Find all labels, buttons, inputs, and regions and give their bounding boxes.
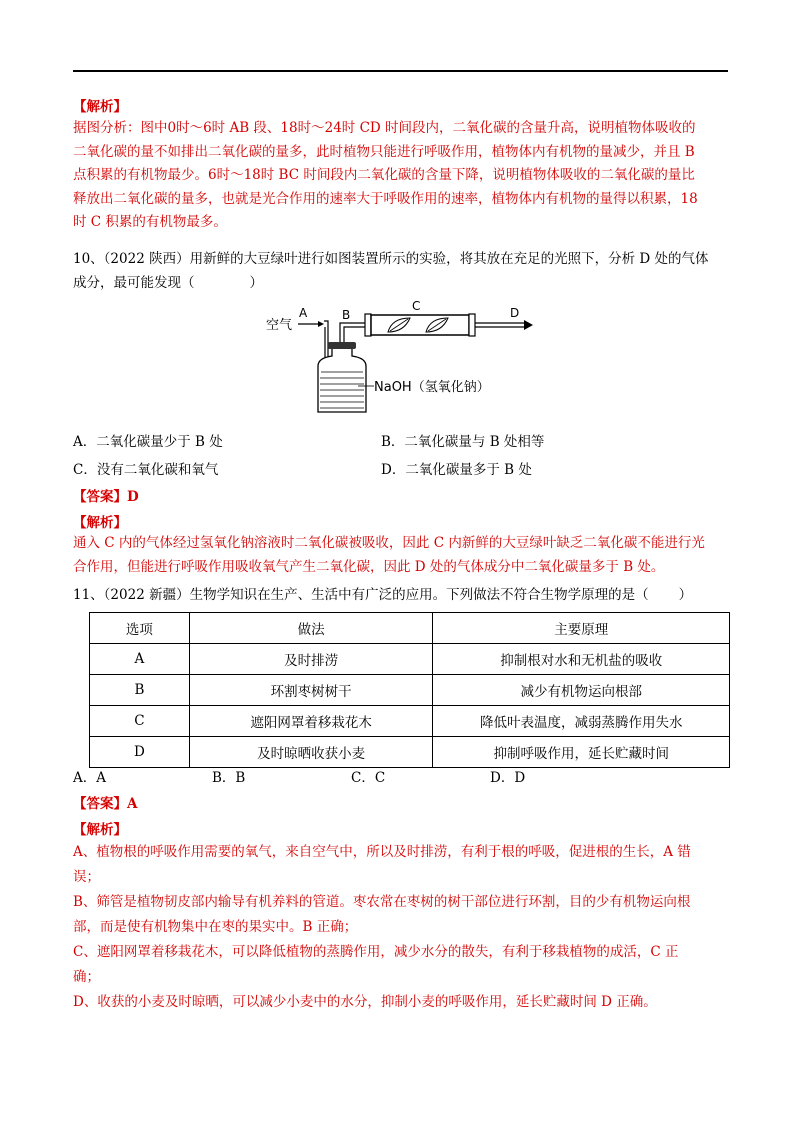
q10-option-a: A．二氧化碳量少于 B 处 xyxy=(73,434,223,450)
table-header-cell: 选项 xyxy=(90,613,190,644)
q11-option-b: B．B xyxy=(212,770,246,786)
q11-analysis-line: C、遮阳网罩着移栽花木，可以降低植物的蒸腾作用，减少水分的散失，有利于移栽植物的成活，C 正 xyxy=(73,944,679,960)
table-cell: 及时晾晒收获小麦 xyxy=(189,737,433,768)
glass-tube-c xyxy=(371,315,469,335)
point-a-label: A xyxy=(299,306,308,320)
point-d-label: D xyxy=(510,306,520,320)
table-cell: C xyxy=(90,706,190,737)
inlet-arrow-head xyxy=(318,321,324,327)
right-stopper xyxy=(469,314,475,336)
table-row xyxy=(90,675,730,706)
point-b-label: B xyxy=(342,308,351,322)
table-row xyxy=(90,706,730,737)
q10-analysis-line: 通入 C 内的气体经过氢氧化钠溶液时二氧化碳被吸收，因此 C 内新鲜的大豆绿叶缺乏二氧化碳不能进行光 xyxy=(73,535,705,551)
analysis-1-line: 点积累的有机物最少。6时～18时 BC 时间段内二氧化碳的含量下降，说明植物体吸收的二氧化碳的量比 xyxy=(73,167,695,183)
outlet-arrow-head xyxy=(524,320,533,330)
bottle-stopper xyxy=(328,342,356,349)
point-c-label: C xyxy=(412,299,421,313)
q11-option-c: C．C xyxy=(351,770,386,786)
outlet-tube-inner xyxy=(344,327,366,342)
analysis-1-line: 释放出二氧化碳的量多，也就是光合作用的速率大于呼吸作用的速率，植物体内有机物的量得以积累，18 xyxy=(73,190,698,207)
table-cell: 及时排涝 xyxy=(189,644,433,675)
analysis-1-line: 据图分析：图中0时～6时 AB 段、18时～24时 CD 时间段内，二氧化碳的含量升高，说明植物体吸收的 xyxy=(73,120,696,136)
table-cell: 环割枣树树干 xyxy=(189,675,433,706)
analysis-1 xyxy=(73,117,733,235)
table-header-row xyxy=(90,613,730,644)
analysis-tag-1: 【解析】 xyxy=(73,99,127,115)
question-10-line1: 10、（2022 陕西）用新鲜的大豆绿叶进行如图装置所示的实验，将其放在充足的光照下，分析 D 处的气体 xyxy=(73,251,709,267)
q11-option-d: D．D xyxy=(490,770,526,786)
q11-analysis xyxy=(73,840,733,1015)
q11-analysis-tag: 【解析】 xyxy=(73,822,127,838)
question-11-stem: 11、（2022 新疆）生物学知识在生产、生活中有广泛的应用。下列做法不符合生物学原理的是（ ） xyxy=(73,587,693,603)
analysis-1-line: 时 C 积累的有机物最多。 xyxy=(73,214,227,230)
naoh-label: NaOH（氢氧化钠） xyxy=(374,380,490,395)
table-cell: 抑制根对水和无机盐的吸收 xyxy=(433,644,730,675)
question-10-line2: 成分，最可能发现（ ） xyxy=(73,275,263,291)
question-10-stem xyxy=(73,247,733,295)
q11-analysis-line: B、筛管是植物韧皮部内输导有机养料的管道。枣农常在枣树的树干部位进行环割，目的少有机物运向根 xyxy=(73,894,691,910)
analysis-1-line: 二氧化碳的量不如排出二氧化碳的量多，此时植物只能进行呼吸作用，植物体内有机物的量减少，并且 B xyxy=(73,143,695,160)
q11-answer: 【答案】A xyxy=(73,796,138,812)
table-header-cell: 做法 xyxy=(189,613,433,644)
left-stopper xyxy=(365,314,371,336)
table-cell: B xyxy=(90,675,190,706)
q10-option-c: C．没有二氧化碳和氧气 xyxy=(73,462,219,478)
q11-analysis-line: 误； xyxy=(73,869,100,885)
table-row xyxy=(90,737,730,768)
q10-analysis-tag: 【解析】 xyxy=(73,515,127,531)
q10-option-d: D．二氧化碳量多于 B 处 xyxy=(381,462,532,478)
air-label: 空气 xyxy=(266,318,293,333)
table-cell: A xyxy=(90,644,190,675)
table-cell: 降低叶表温度，减弱蒸腾作用失水 xyxy=(433,706,730,737)
table-row xyxy=(90,644,730,675)
q11-analysis-line: A、植物根的呼吸作用需要的氧气，来自空气中，所以及时排涝，有利于根的呼吸，促进根的生长，A 错 xyxy=(73,844,691,860)
table-cell: 抑制呼吸作用，延长贮藏时间 xyxy=(433,737,730,768)
experiment-apparatus-diagram xyxy=(262,298,538,416)
q11-analysis-line: 部，而是使有机物集中在枣的果实中。B 正确； xyxy=(73,919,358,935)
q11-option-a: A．A xyxy=(73,770,106,786)
table-cell: 遮阳网罩着移栽花木 xyxy=(189,706,433,737)
q10-analysis-line: 合作用，但能进行呼吸作用吸收氧气产生二氧化碳，因此 D 处的气体成分中二氧化碳量多于 B 处。 xyxy=(73,558,665,575)
table-cell: D xyxy=(90,737,190,768)
q10-option-b: B．二氧化碳量与 B 处相等 xyxy=(381,434,545,450)
q10-analysis xyxy=(73,532,733,579)
wash-bottle xyxy=(318,349,366,412)
table-cell: 减少有机物运向根部 xyxy=(433,675,730,706)
table-header-cell: 主要原理 xyxy=(433,613,730,644)
top-rule xyxy=(73,70,728,72)
q10-answer: 【答案】D xyxy=(73,489,139,505)
q11-analysis-line: 确； xyxy=(73,969,100,985)
q11-analysis-line: D、收获的小麦及时晾晒，可以减少小麦中的水分，抑制小麦的呼吸作用，延长贮藏时间 D 正确。 xyxy=(73,994,657,1010)
q11-table xyxy=(89,612,730,768)
